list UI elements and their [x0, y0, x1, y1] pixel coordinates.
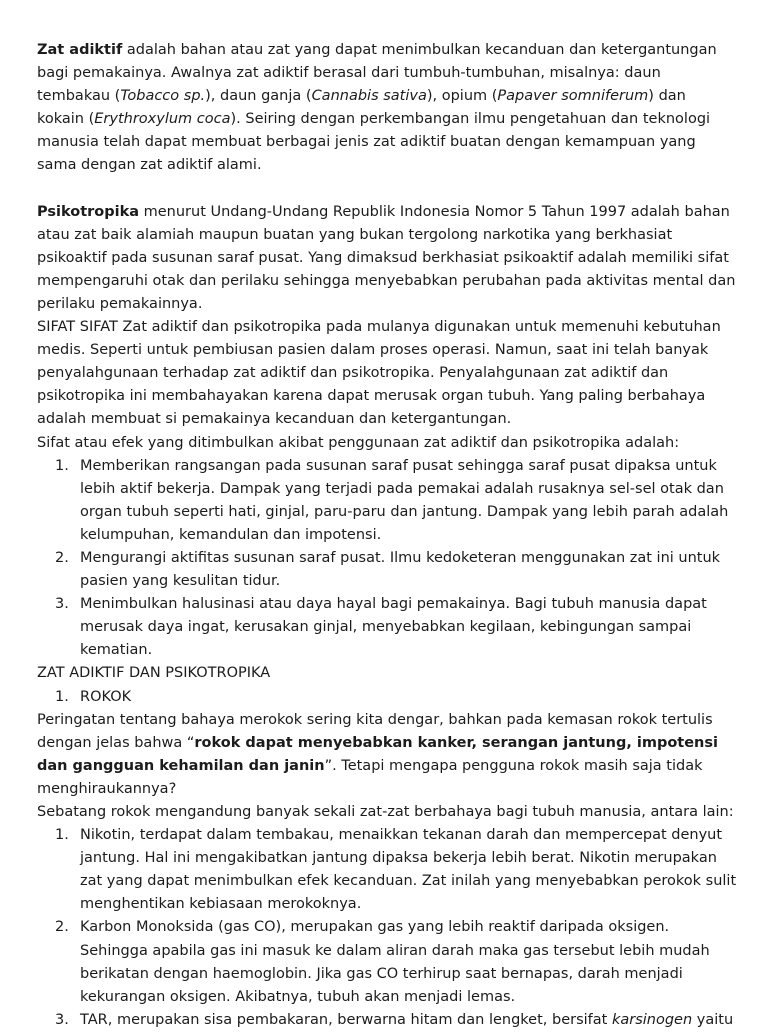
section-list — [37, 686, 737, 709]
cigarette-substances-list — [37, 824, 737, 1032]
paragraph-psikotropika: Psikotropika menurut Undang-Undang Republik Indonesia Nomor 5 Tahun 1997 adalah bahan atau zat baik alamiah maupun buatan yang bukan tergolong narkotika yang berkhasiat psikoaktif pada susunan saraf pusat. Yang dimaksud berkhasiat psikoaktif adalah memiliki sifat mempengaruhi otak dan perilaku sehingga menyebabkan perubahan pada aktivitas mental dan perilaku pemakainnya. — [37, 203, 736, 312]
paragraph-gap — [37, 178, 737, 201]
list-item: 2. Karbon Monoksida (gas CO), merupakan gas yang lebih reaktif daripada oksigen. Sehingga apabila gas ini masuk ke dalam aliran darah maka gas tersebut lebih mudah berikatan dengan haemoglobin. Jika gas CO terhirup saat bernapas, darah menjadi kekurangan oksigen. Akibatnya, tubuh akan menjadi lemas. — [55, 919, 710, 1005]
list-item: 1. ROKOK — [55, 688, 132, 705]
paragraph-efek-intro: Sifat atau efek yang ditimbulkan akibat penggunaan zat adiktif dan psikotropika adalah: — [37, 434, 680, 451]
effects-list — [37, 455, 737, 663]
term-psikotropika: Psikotropika — [37, 203, 140, 220]
warning-quote: rokok dapat menyebabkan kanker, serangan jantung, impotensi dan gangguan kehamilan dan janin — [37, 734, 718, 774]
list-item: 3. TAR, merupakan sisa pembakaran, berwarna hitam dan lengket, bersifat karsinogen yaitu — [55, 1011, 734, 1028]
paragraph-sifat: SIFAT SIFAT Zat adiktif dan psikotropika pada mulanya digunakan untuk memenuhi kebutuhan medis. Seperti untuk pembiusan pasien dalam proses operasi. Namun, saat ini telah banyak penyalahgunaan terhadap zat adiktif dan psikotropika. Penyalahgunaan zat adiktif dan psikotropika ini membahayakan karena dapat merusak organ tubuh. Yang paling berbahaya adalah membuat si pemakainya kecanduan dan ketergantungan. — [37, 319, 721, 428]
list-item: 3. Menimbulkan halusinasi atau daya hayal bagi pemakainya. Bagi tubuh manusia dapat merusak daya ingat, kerusakan ginjal, menyebabkan kegilaan, kebingungan sampai kematian. — [55, 596, 707, 659]
list-item: 1. Memberikan rangsangan pada susunan saraf pusat sehingga saraf pusat dipaksa untuk lebih aktif bekerja. Dampak yang terjadi pada pemakai adalah rusaknya sel-sel otak dan organ tubuh seperti hati, ginjal, paru-paru dan jantung. Dampak yang lebih parah adalah kelumpuhan, kemandulan dan impotensi. — [55, 457, 729, 543]
paragraph-zat-adiktif: Zat adiktif adalah bahan atau zat yang dapat menimbulkan kecanduan dan ketergantungan bagi pemakainya. Awalnya zat adiktif berasal dari tumbuh-tumbuhan, misalnya: daun tembakau (Tobacco sp.), daun ganja (Cannabis sativa), opium (Papaver somniferum) dan kokain (Erythroxylum coca). Seiring dengan perkembangan ilmu pengetahuan dan teknologi manusia telah dapat membuat berbagai jenis zat adiktif buatan dengan kemampuan yang sama dengan zat adiktif alami. — [37, 42, 717, 174]
section-heading: ZAT ADIKTIF DAN PSIKOTROPIKA — [37, 665, 271, 682]
term-zat-adiktif: Zat adiktif — [37, 42, 123, 58]
list-item: 1. Nikotin, terdapat dalam tembakau, menaikkan tekanan darah dan mempercepat denyut jantung. Hal ini mengakibatkan jantung dipaksa bekerja lebih berat. Nikotin merupakan zat yang dapat menimbulkan efek kecanduan. Zat inilah yang menyebabkan perokok sulit menghentikan kebiasaan merokoknya. — [55, 827, 737, 913]
document-page — [37, 39, 737, 1032]
paragraph-peringatan: Peringatan tentang bahaya merokok sering kita dengar, bahkan pada kemasan rokok tertulis dengan jelas bahwa “rokok dapat menyebabkan kanker, serangan jantung, impotensi dan gangguan kehamilan dan janin”. Tetapi mengapa pengguna rokok masih saja tidak menghiraukannya? — [37, 711, 718, 797]
list-item: 2. Mengurangi aktifitas susunan saraf pusat. Ilmu kedoketeran menggunakan zat ini untuk pasien yang kesulitan tidur. — [55, 549, 721, 590]
paragraph-rokok-zat: Sebatang rokok mengandung banyak sekali zat-zat berbahaya bagi tubuh manusia, antara lain: — [37, 804, 734, 820]
